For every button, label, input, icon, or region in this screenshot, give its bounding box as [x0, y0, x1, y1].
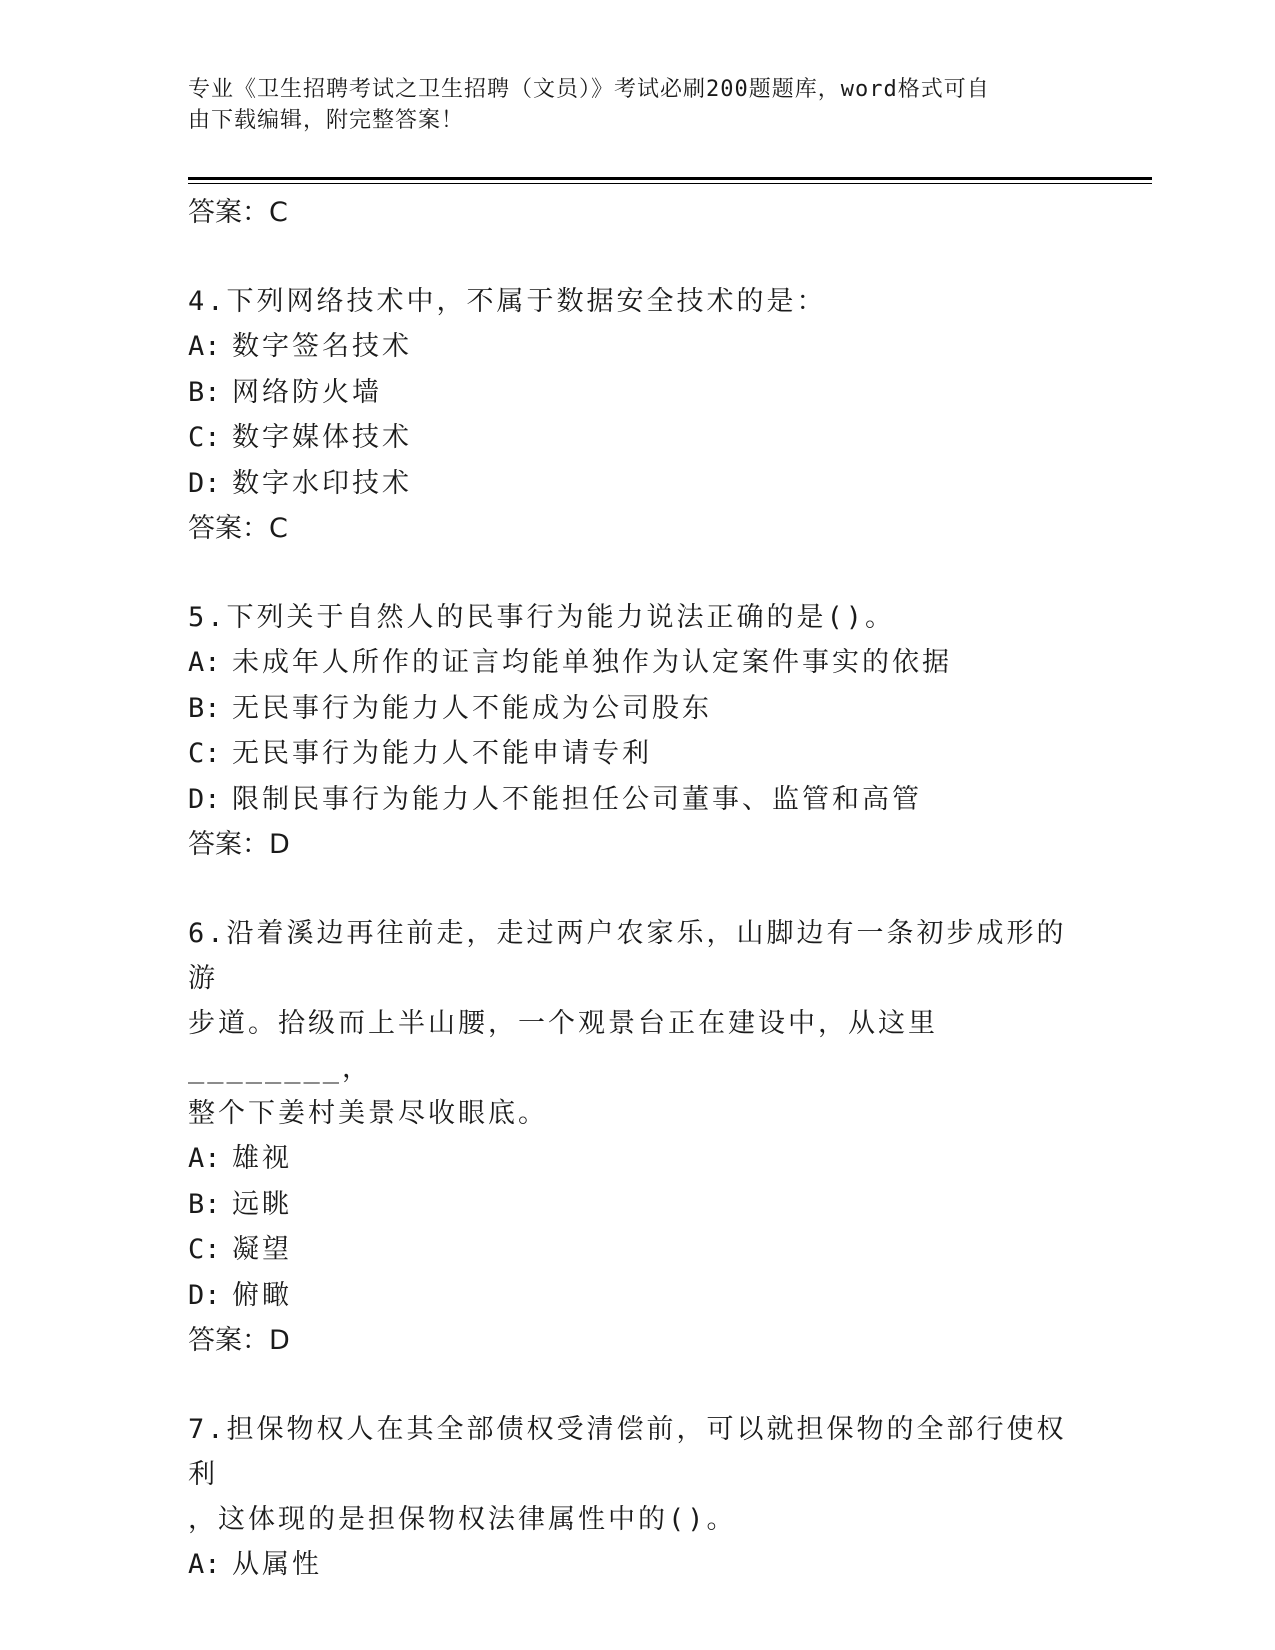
option-letter: A: — [188, 1549, 221, 1580]
option-text: 无民事行为能力人不能申请专利 — [232, 738, 652, 769]
option-letter: C: — [188, 422, 221, 453]
option-b — [188, 1182, 1088, 1228]
option-text: 限制民事行为能力人不能担任公司董事、监管和高管 — [232, 783, 922, 815]
option-d — [188, 777, 1088, 823]
option-d — [188, 461, 1088, 507]
document-body — [188, 190, 1088, 1588]
question-5 — [188, 595, 1088, 868]
option-b — [188, 686, 1088, 732]
question-stem: 7.担保物权人在其全部债权受清偿前，可以就担保物的全部行使权利 — [188, 1414, 1067, 1490]
option-letter: A: — [188, 647, 221, 678]
header-line: 由下载编辑，附完整答案！ — [188, 108, 465, 133]
document-header — [188, 74, 1068, 136]
option-text: 雄视 — [232, 1143, 292, 1174]
option-c — [188, 415, 1088, 461]
option-a — [188, 324, 1088, 370]
option-letter: A: — [188, 331, 221, 362]
question-stem: 5.下列关于自然人的民事行为能力说法正确的是()。 — [188, 602, 896, 633]
answer-line: 答案：C — [188, 513, 288, 544]
option-text: 凝望 — [232, 1234, 292, 1265]
option-c — [188, 731, 1088, 777]
option-text: 俯瞰 — [232, 1279, 292, 1311]
option-text: 远眺 — [232, 1188, 292, 1220]
answer-line: 答案：C — [188, 197, 288, 228]
question-stem: 步道。拾级而上半山腰，一个观景台正在建设中，从这里________， — [188, 1008, 938, 1084]
option-letter: C: — [188, 738, 221, 769]
question-stem: ，这体现的是担保物权法律属性中的()。 — [188, 1504, 737, 1535]
option-a — [188, 640, 1088, 686]
question-4 — [188, 279, 1088, 552]
question-stem: 6.沿着溪边再往前走，走过两户农家乐，山脚边有一条初步成形的游 — [188, 918, 1067, 994]
option-letter: D: — [188, 467, 221, 499]
option-letter: D: — [188, 1279, 221, 1311]
option-letter: D: — [188, 783, 221, 815]
option-text: 从属性 — [232, 1549, 322, 1580]
option-text: 数字媒体技术 — [232, 422, 412, 453]
option-text: 未成年人所作的证言均能单独作为认定案件事实的依据 — [232, 647, 952, 678]
answer-line: 答案：D — [188, 1325, 290, 1356]
answer-line: 答案：D — [188, 829, 290, 860]
header-line: 专业《卫生招聘考试之卫生招聘（文员）》考试必刷200题题库，word格式可自 — [188, 77, 990, 102]
question-stem: 4.下列网络技术中，不属于数据安全技术的是： — [188, 286, 827, 317]
question-stem: 整个下姜村美景尽收眼底。 — [188, 1098, 548, 1129]
option-letter: C: — [188, 1234, 221, 1265]
option-text: 数字签名技术 — [232, 331, 412, 362]
header-divider-thick — [188, 177, 1152, 180]
option-letter: B: — [188, 1188, 221, 1220]
option-letter: B: — [188, 376, 221, 408]
header-divider-thin — [188, 183, 1152, 184]
option-text: 网络防火墙 — [232, 376, 382, 408]
question-7 — [188, 1407, 1088, 1588]
option-text: 无民事行为能力人不能成为公司股东 — [232, 692, 712, 724]
option-a — [188, 1542, 1088, 1588]
option-letter: A: — [188, 1143, 221, 1174]
option-d — [188, 1273, 1088, 1319]
option-c — [188, 1227, 1088, 1273]
question-6 — [188, 911, 1088, 1364]
option-a — [188, 1136, 1088, 1182]
option-letter: B: — [188, 692, 221, 724]
option-text: 数字水印技术 — [232, 467, 412, 499]
option-b — [188, 370, 1088, 416]
